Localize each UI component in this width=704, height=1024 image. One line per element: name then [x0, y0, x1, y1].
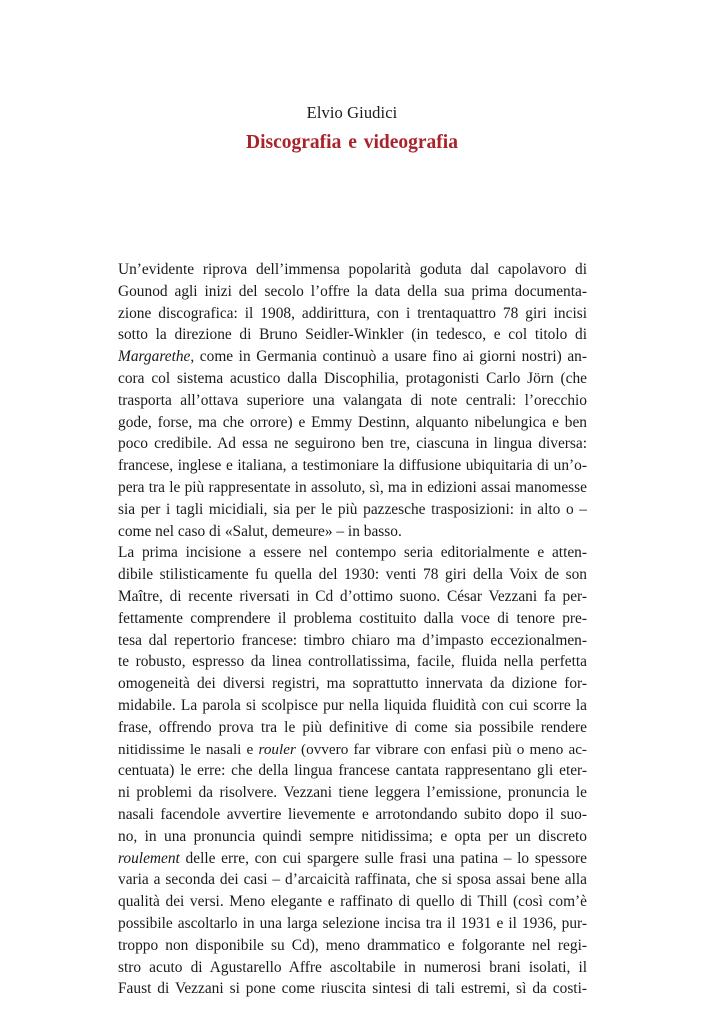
text-line — [118, 651, 587, 673]
text-line — [118, 673, 587, 695]
text-line — [118, 412, 587, 434]
text-span: pera tra le più rappresentate in assoluto, sì, ma in edizioni assai manomesse — [118, 478, 587, 496]
text-line — [118, 346, 587, 368]
text-span: gode, forse, ma che orrore) e Emmy Destinn, alquanto nibelungica e ben — [118, 413, 587, 431]
text-line — [118, 455, 587, 477]
text-line — [118, 499, 587, 521]
text-span: poco credibile. Ad essa ne seguirono ben tre, ciascuna in lingua diversa: — [118, 435, 587, 453]
text-span: troppo non disponibile su Cd), meno drammatico e folgorante nel regi- — [118, 936, 587, 954]
text-line — [118, 477, 587, 499]
text-line — [118, 303, 587, 325]
text-line — [118, 368, 587, 390]
text-span: te robusto, espresso da linea controllatissima, facile, fluida nella perfetta — [118, 653, 587, 671]
text-span: midabile. La parola si scolpisce pur nella liquida fluidità con cui scorre la — [118, 696, 587, 714]
text-span: frase, offrendo prova tra le più definitive di come sia possibile rendere — [118, 718, 587, 736]
text-span: tesa dal repertorio francese: timbro chiaro ma d’impasto eccezionalmen- — [118, 631, 587, 649]
text-line — [118, 826, 587, 848]
text-span: cora col sistema acustico dalla Discophilia, protagonisti Carlo Jörn (che — [118, 369, 587, 387]
text-span: Gounod agli inizi del secolo l’offre la data della sua prima documenta- — [118, 282, 587, 300]
text-line — [118, 433, 587, 455]
text-line — [118, 259, 587, 281]
text-line — [118, 935, 587, 957]
text-line — [118, 760, 587, 782]
text-span: centuata) le erre: che della lingua francese cantata rappresentano gli eter- — [118, 762, 587, 780]
text-span: Maître, di recente riversati in Cd d’ottimo suono. César Vezzani fa per- — [118, 587, 587, 605]
text-line — [118, 630, 587, 652]
italic-text: Margarethe — [118, 348, 191, 366]
text-line — [118, 324, 587, 346]
text-line — [118, 891, 587, 913]
text-line — [118, 957, 587, 979]
text-span: zione discografica: il 1908, addirittura, con i trentaquattro 78 giri incisi — [118, 304, 587, 322]
text-span: francese, inglese e italiana, a testimoniare la diffusione ubiquitaria di un’o- — [118, 457, 587, 475]
text-span: fettamente comprendere il problema costituito dalla voce di tenore pre- — [118, 609, 587, 627]
text-line — [118, 390, 587, 412]
text-span: La prima incisione a essere nel contempo seria editorialmente e atten- — [118, 544, 587, 562]
text-span: possibile ascoltarlo in una larga selezione incisa tra il 1931 e il 1936, pur- — [118, 914, 587, 932]
text-span: qualità dei versi. Meno elegante e raffinato di quello di Thill (così com’è — [118, 893, 587, 911]
text-line — [118, 521, 587, 543]
text-line — [118, 804, 587, 826]
text-span: delle erre, con cui spargere sulle frasi una patina – lo spessore — [179, 849, 587, 867]
text-line — [118, 564, 587, 586]
text-span: varia a seconda dei casi – d’arcaicità raffinata, che si sposa assai bene alla — [118, 871, 587, 889]
chapter-title: Discografia e videografia — [246, 132, 458, 153]
text-line — [118, 281, 587, 303]
text-span: sotto la direzione di Bruno Seidler-Winkler (in tedesco, e col titolo di — [118, 326, 587, 344]
text-line — [118, 695, 587, 717]
text-span: stro acuto di Agustarello Affre ascoltabile in numerosi brani isolati, il — [118, 958, 587, 976]
text-line — [118, 913, 587, 935]
author-name: Elvio Giudici — [306, 103, 398, 122]
text-line — [118, 869, 587, 891]
text-line — [118, 978, 587, 1000]
text-span: nitidissime le nasali e — [118, 740, 259, 758]
text-span: come nel caso di «Salut, demeure» – in basso. — [118, 522, 402, 540]
text-span: sia per i tagli micidiali, sia per le più pazzesche trasposizioni: in alto o – — [118, 500, 587, 518]
text-span: omogeneità dei diversi registri, ma soprattutto innervata da dizione for- — [118, 675, 587, 693]
text-span: (ovvero far vibrare con enfasi più o meno ac- — [295, 740, 587, 758]
italic-text: roulement — [118, 849, 180, 867]
body-text — [118, 259, 587, 1000]
text-span: trasporta all’ottava superiore una valangata di note centrali: l’orecchio — [118, 391, 587, 409]
text-span: , come in Germania continuò a usare fino ai giorni nostri) an- — [190, 348, 587, 366]
text-span: dibile stilisticamente fu quella del 1930: venti 78 giri della Voix de son — [118, 566, 587, 584]
text-line — [118, 848, 587, 870]
text-span: Faust di Vezzani si pone come riuscita sintesi di tali estremi, sì da costi- — [118, 980, 587, 998]
text-line — [118, 542, 587, 564]
text-line — [118, 608, 587, 630]
text-line — [118, 739, 587, 761]
text-span: ni problemi da risolvere. Vezzani tiene leggera l’emissione, pronuncia le — [118, 784, 587, 802]
italic-text: rouler — [258, 740, 296, 758]
text-line — [118, 782, 587, 804]
text-span: Un’evidente riprova dell’immensa popolarità goduta dal capolavoro di — [118, 261, 587, 278]
text-line — [118, 586, 587, 608]
text-line — [118, 717, 587, 739]
text-span: no, in una pronuncia quindi sempre nitidissima; e opta per un discreto — [118, 827, 587, 845]
text-span: nasali facendole avvertire lievemente e arrotondando subito dopo il suo- — [118, 805, 587, 823]
